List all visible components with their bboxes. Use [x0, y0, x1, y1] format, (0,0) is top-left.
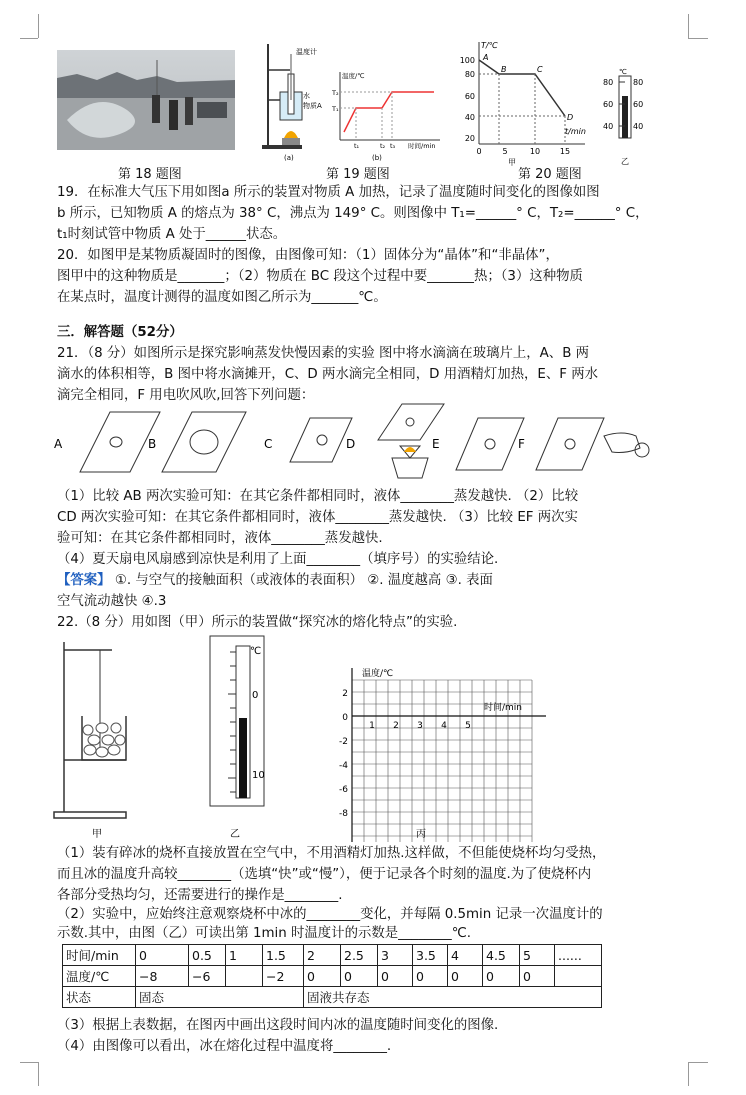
q21-line: 滴水的体积相等，B 图中将水滴摊开，C、D 两水滴完全相同，D 用酒精灯加热，E、F 两水: [57, 367, 599, 382]
table-cell: [555, 966, 602, 987]
table-row: [63, 945, 602, 966]
alcohol-lamp: [392, 458, 428, 478]
q22-figures: [52, 632, 552, 842]
q21-sub: CD 两次实验可知：在其它条件都相同时，液体________蒸发越快. （3）比较 EF 两次实: [57, 510, 578, 525]
q22-line: 而且冰的温度升高较________（选填“快”或“慢”），便于记录各个时刻的温度.为了使烧杯内: [57, 867, 592, 882]
glass-plate-f: [536, 418, 604, 470]
fig19-xlabel: 时间/min: [408, 142, 436, 150]
q22-therm-0: 0: [252, 690, 259, 701]
water-drop-d: [406, 418, 414, 426]
table-cell: 2.5: [341, 945, 378, 966]
q21-line: 滴完全相同，F 用电吹风吹,回答下列问题：: [57, 388, 315, 403]
fig18-photo: [57, 50, 235, 150]
q22-after: （4）由图像可以看出，冰在熔化过程中温度将________.: [57, 1039, 392, 1054]
table-cell: 5: [520, 945, 555, 966]
fig20-point-D: D: [567, 113, 574, 122]
q22-line: 示数.其中，由图（乙）可读出第 1min 时温度计的示数是________℃.: [57, 926, 471, 941]
fig19-T2: T₂: [332, 89, 339, 97]
fig20-ytick: 80: [464, 70, 475, 79]
q22-line: （1）装有碎冰的烧杯直接放置在空气中，不用酒精灯加热.这样做，不但能使烧杯均匀受热，: [57, 846, 606, 861]
q21-label-f: F: [518, 437, 525, 451]
corner-mark: [20, 1062, 38, 1063]
blank-grid: [352, 668, 546, 842]
q21-sub: （1）比较 AB 两次实验可知：在其它条件都相同时，液体________蒸发越快. （2）比较: [57, 489, 579, 504]
q21-label-d: D: [346, 437, 356, 451]
corner-mark: [688, 14, 689, 38]
answer-line: [57, 570, 493, 591]
q21-line: 21．（8 分）如图所示是探究影响蒸发快慢因素的实验 图中将水滴滴在玻璃片上，A、B 两: [57, 346, 590, 361]
fig19-label-thermometer: 温度计: [296, 48, 317, 56]
fig20-xtick: 15: [559, 147, 571, 156]
table-cell: 0: [448, 966, 483, 987]
answer-label: 【答案】: [57, 573, 111, 588]
fig20-therm-tick: 40: [633, 122, 644, 131]
glass-plate-e: [456, 418, 524, 470]
water-drop-b: [190, 430, 218, 454]
q22-grid-xlabel: 时间/min: [484, 703, 523, 713]
table-cell: 0: [520, 966, 555, 987]
fig19-diagram: [258, 40, 448, 164]
q22-grid-ylabel: 温度/℃: [362, 669, 394, 679]
table-cell: −6: [189, 966, 226, 987]
table-cell: 4: [448, 945, 483, 966]
q20-line: 20．如图甲是某物质凝固时的图像，由图像可知：（1）固体分为“晶体”和“非晶体”，: [57, 248, 559, 263]
table-cell: 1.5: [263, 945, 304, 966]
answer-line: 空气流动越快 ④.3: [57, 594, 167, 609]
table-cell: 3: [378, 945, 413, 966]
fig20-xtick: 5: [502, 147, 508, 156]
water-drop-c: [317, 435, 327, 445]
grid-ytick: -2: [339, 737, 348, 747]
q22-after: （3）根据上表数据，在图丙中画出这段时间内冰的温度随时间变化的图像.: [57, 1018, 499, 1033]
table-cell: 时间/min: [63, 945, 136, 966]
q22-caption-bing: 丙: [416, 829, 426, 840]
table-cell: 4.5: [483, 945, 520, 966]
q19-line: t₁时刻试管中物质 A 处于______状态。: [57, 227, 287, 242]
table-cell: [226, 966, 263, 987]
fig20-ylabel: T/℃: [481, 41, 498, 50]
table-cell: 固液共存态: [304, 987, 602, 1008]
fig19-ylabel: 温度/℃: [342, 72, 365, 80]
fig19-T1: T₁: [332, 105, 339, 113]
grid-xtick: 2: [393, 721, 399, 731]
fig20-ytick: 100: [459, 56, 475, 65]
grid-ytick: 2: [342, 689, 348, 699]
table-cell: 1: [226, 945, 263, 966]
q21-sub: （4）夏天扇电风扇感到凉快是利用了上面________（填序号）的实验结论.: [57, 552, 499, 567]
glass-plate-d: [378, 404, 444, 440]
water-drop-f: [565, 439, 575, 449]
fig20-caption: 第 20 题图: [518, 167, 582, 182]
answer-text: ①. 与空气的接触面积（或液体的表面积） ②. 温度越高 ③. 表面: [110, 573, 493, 588]
q21-label-e: E: [432, 437, 440, 451]
q22-caption-jia: 甲: [92, 829, 102, 840]
fig18-caption: 第 18 题图: [118, 167, 182, 182]
table-cell: 0: [413, 966, 448, 987]
fig20-point-A: A: [483, 53, 489, 62]
fig19-label-b: (b): [372, 154, 382, 162]
fig19-caption: 第 19 题图: [326, 167, 390, 182]
table-cell: 温度/℃: [63, 966, 136, 987]
grid-ytick: 0: [342, 713, 348, 723]
fig20-xlabel: t/min: [565, 127, 586, 136]
fig20-ytick: 60: [464, 92, 475, 101]
fig19-t1: t₁: [354, 142, 360, 150]
corner-mark: [20, 38, 38, 39]
table-cell: ......: [555, 945, 602, 966]
fig20-xtick: 10: [529, 147, 541, 156]
fig20-point-B: B: [501, 65, 507, 74]
grid-xtick: 3: [417, 721, 423, 731]
fig20-ytick: 20: [464, 134, 475, 143]
fig20-therm-unit: ℃: [619, 68, 627, 76]
table-row: [63, 987, 602, 1008]
corner-mark: [38, 1062, 39, 1086]
fig19-label-water: 水: [303, 92, 310, 100]
q21-sub: 验可知：在其它条件都相同时，液体________蒸发越快.: [57, 531, 383, 546]
table-cell: 0: [136, 945, 189, 966]
grid-ytick: -6: [339, 785, 348, 795]
fig20-xtick: 0: [476, 147, 482, 156]
corner-mark: [688, 1062, 689, 1086]
fig20-label-yi: 乙: [621, 157, 629, 166]
grid-ytick: -4: [339, 761, 348, 771]
table-cell: 3.5: [413, 945, 448, 966]
q20-line: 图甲中的这种物质是_______；（2）物质在 BC 段这个过程中要_______热；（3）这种物质: [57, 269, 583, 284]
corner-mark: [688, 1062, 708, 1063]
fig19-label-a: (a): [284, 154, 294, 162]
grid-xtick: 5: [465, 721, 471, 731]
fig20-therm-tick: 80: [603, 78, 614, 87]
table-cell: 0: [483, 966, 520, 987]
table-cell: 0: [378, 966, 413, 987]
glass-plate-b: [162, 412, 246, 472]
table-cell: 固态: [136, 987, 304, 1008]
q22-line: （2）实验中，应始终注意观察烧杯中冰的________变化，并每隔 0.5min 记录一次温度计的: [57, 907, 603, 922]
table-cell: 0: [304, 966, 341, 987]
fig19-t3: t₃: [390, 142, 396, 150]
q19-line: 19．在标准大气压下用如图a 所示的装置对物质 A 加热，记录了温度随时间变化的图像如图: [57, 185, 600, 200]
table-cell: 状态: [63, 987, 136, 1008]
fig20-ytick: 40: [464, 113, 475, 122]
fig20-chart: [455, 38, 705, 166]
q22-caption-yi: 乙: [230, 829, 240, 840]
q21-label-b: B: [148, 437, 157, 451]
stand-base: [54, 812, 126, 818]
fig19-t2: t₂: [380, 142, 386, 150]
q21-figure: [52, 400, 672, 482]
q22-therm-unit: ℃: [250, 646, 262, 657]
section-heading: 三．解答题（52分）: [57, 325, 183, 340]
grid-ytick: -8: [339, 809, 348, 819]
q21-label-a: A: [54, 437, 63, 451]
q22-line: 各部分受热均匀，还需要进行的操作是________.: [57, 888, 343, 903]
fig20-therm-tick: 60: [633, 100, 644, 109]
data-table: [62, 944, 602, 1008]
q22-therm-10: 10: [252, 770, 265, 781]
grid-xtick: 4: [441, 721, 447, 731]
fig20-point-C: C: [537, 65, 543, 74]
q19-line: b 所示，已知物质 A 的熔点为 38° C，沸点为 149° C。则图像中 T₁=______° C，T₂=______° C，: [57, 206, 649, 221]
q20-line: 在某点时，温度计测得的温度如图乙所示为_______℃。: [57, 290, 387, 305]
fig20-therm-tick: 60: [603, 100, 614, 109]
grid-xtick: 1: [369, 721, 375, 731]
glass-plate-c: [290, 418, 352, 462]
table-cell: 0.5: [189, 945, 226, 966]
water-drop-a: [110, 437, 122, 447]
water-drop-e: [485, 439, 495, 449]
table-cell: −2: [263, 966, 304, 987]
q22-intro: 22.（8 分）用如图（甲）所示的装置做“探究冰的熔化特点”的实验.: [57, 615, 458, 630]
table-cell: 0: [341, 966, 378, 987]
fig19-label-substance: 物质A: [303, 102, 322, 110]
table-row: [63, 966, 602, 987]
fig20-therm-tick: 80: [633, 78, 644, 87]
fig20-therm-tick: 40: [603, 122, 614, 131]
fig20-label-jia: 甲: [508, 158, 516, 166]
table-cell: −8: [136, 966, 189, 987]
hair-dryer-motor: [635, 443, 649, 457]
corner-mark: [38, 14, 39, 38]
q21-label-c: C: [264, 437, 273, 451]
table-cell: 2: [304, 945, 341, 966]
